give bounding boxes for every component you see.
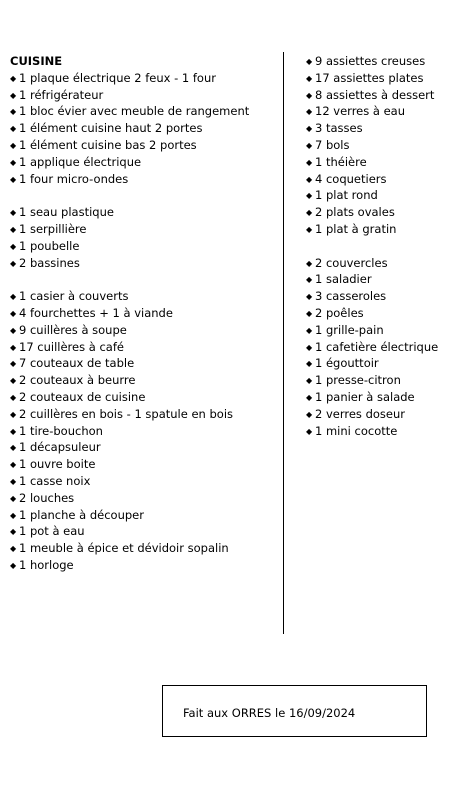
left-item-groups [10,70,280,574]
list-item [10,507,280,524]
bullet-icon: ◆ [10,510,17,520]
column-divider [283,52,284,634]
bullet-icon: ◆ [10,90,17,100]
bullet-icon: ◆ [10,140,17,150]
list-item [10,439,280,456]
signature-box [162,685,427,737]
list-item-text: 2 plats ovales [315,205,395,220]
bullet-icon: ◆ [10,124,17,134]
list-item [10,255,280,272]
list-item-text: 1 mini cocotte [315,423,398,438]
list-item [306,288,471,305]
list-item-text: 1 serpillière [19,221,87,236]
list-item [10,389,280,406]
list-item [10,238,280,255]
bullet-icon: ◆ [10,224,17,234]
list-item [10,339,280,356]
list-item [10,423,280,440]
list-item-text: 1 applique électrique [19,154,142,169]
bullet-icon: ◆ [10,359,17,369]
list-item [10,288,280,305]
list-item [306,305,471,322]
list-item-text: 1 grille-pain [315,322,384,337]
list-item [306,154,471,171]
list-item [10,490,280,507]
list-item-text: 8 assiettes à dessert [315,87,435,102]
bullet-icon: ◆ [10,107,17,117]
list-item-text: 1 élément cuisine haut 2 portes [19,121,203,136]
list-item [10,406,280,423]
list-item-text: 4 fourchettes + 1 à viande [19,305,173,320]
bullet-icon: ◆ [306,325,313,335]
list-item-text: 1 plat à gratin [315,221,397,236]
list-item [10,355,280,372]
bullet-icon: ◆ [10,325,17,335]
bullet-icon: ◆ [10,409,17,419]
bullet-icon: ◆ [306,292,313,302]
item-group [10,204,280,271]
section-heading: CUISINE [10,54,63,68]
bullet-icon: ◆ [10,241,17,251]
list-item-text: 1 four micro-ondes [19,171,129,186]
list-item [10,456,280,473]
list-item [10,540,280,557]
list-item [306,221,471,238]
list-item-text: 2 verres doseur [315,406,405,421]
list-item-text: 1 pot à eau [19,524,85,539]
list-item-text: 1 théière [315,154,367,169]
list-item [306,120,471,137]
list-item-text: 3 casseroles [315,289,387,304]
bullet-icon: ◆ [306,208,313,218]
bullet-icon: ◆ [306,342,313,352]
bullet-icon: ◆ [306,107,313,117]
bullet-icon: ◆ [10,342,17,352]
list-item [10,87,280,104]
bullet-icon: ◆ [306,57,313,66]
bullet-icon: ◆ [10,258,17,268]
right-column [306,53,471,456]
list-item [306,355,471,372]
bullet-icon: ◆ [306,409,313,419]
list-item-text: 7 couteaux de table [19,356,135,371]
left-column [10,53,280,591]
list-item-text: 2 couteaux à beurre [19,373,136,388]
item-group [306,53,471,238]
list-item [306,255,471,272]
list-item [306,271,471,288]
bullet-icon: ◆ [306,392,313,402]
list-item [306,339,471,356]
bullet-icon: ◆ [10,157,17,167]
list-item [10,103,280,120]
bullet-icon: ◆ [10,174,17,184]
list-item [306,187,471,204]
list-item-text: 1 seau plastique [19,205,114,220]
bullet-icon: ◆ [306,90,313,100]
list-item-text: 1 élément cuisine bas 2 portes [19,137,197,152]
bullet-icon: ◆ [10,493,17,503]
bullet-icon: ◆ [10,460,17,470]
list-item-text: 1 bloc évier avec meuble de rangement [19,104,250,119]
bullet-icon: ◆ [306,376,313,386]
bullet-icon: ◆ [10,208,17,218]
bullet-icon: ◆ [306,157,313,167]
list-item-text: 9 cuillères à soupe [19,322,127,337]
list-item [10,305,280,322]
list-item-text: 1 meuble à épice et dévidoir sopalin [19,541,229,556]
bullet-icon: ◆ [306,275,313,285]
bullet-icon: ◆ [10,476,17,486]
list-item-text: 1 égouttoir [315,356,379,371]
bullet-icon: ◆ [306,124,313,134]
list-item-text: 1 planche à découper [19,507,144,522]
bullet-icon: ◆ [306,73,313,83]
bullet-icon: ◆ [306,174,313,184]
bullet-icon: ◆ [10,560,17,570]
list-item-text: 1 ouvre boite [19,457,96,472]
bullet-icon: ◆ [10,376,17,386]
bullet-icon: ◆ [306,191,313,201]
list-item-text: 2 cuillères en bois - 1 spatule en bois [19,406,234,421]
right-item-groups [306,53,471,439]
list-item-text: 2 bassines [19,255,80,270]
list-item-text: 1 tire-bouchon [19,423,103,438]
bullet-icon: ◆ [306,359,313,369]
list-item-text: 3 tasses [315,121,363,136]
list-item-text: 2 couvercles [315,255,388,270]
list-item-text: 4 coquetiers [315,171,387,186]
list-item [306,322,471,339]
list-item [306,137,471,154]
list-item [306,87,471,104]
list-item [10,120,280,137]
list-item-text: 1 réfrigérateur [19,87,104,102]
list-item-text: 7 bols [315,137,350,152]
list-item-text: 1 décapsuleur [19,440,101,455]
bullet-icon: ◆ [306,308,313,318]
bullet-icon: ◆ [10,292,17,302]
list-item-text: 1 horloge [19,557,74,572]
list-item [306,389,471,406]
list-item [306,171,471,188]
item-group [306,255,471,440]
item-group [10,288,280,574]
bullet-icon: ◆ [306,224,313,234]
list-item [10,137,280,154]
list-item-text: 1 casier à couverts [19,289,129,304]
item-group [10,70,280,188]
bullet-icon: ◆ [10,443,17,453]
list-item [10,221,280,238]
list-item-text: 2 couteaux de cuisine [19,389,146,404]
list-item-text: 1 poubelle [19,238,80,253]
bullet-icon: ◆ [10,308,17,318]
list-item [10,523,280,540]
list-item-text: 2 poêles [315,305,364,320]
bullet-icon: ◆ [306,426,313,436]
list-item-text: 1 panier à salade [315,389,415,404]
list-item [306,372,471,389]
list-item-text: 2 louches [19,490,75,505]
list-item [306,70,471,87]
list-item [306,53,471,70]
list-item [306,204,471,221]
list-item-text: 1 presse-citron [315,373,401,388]
bullet-icon: ◆ [10,527,17,537]
list-item [10,70,280,87]
bullet-icon: ◆ [10,73,17,83]
list-item [306,423,471,440]
list-item-text: 12 verres à eau [315,104,406,119]
bullet-icon: ◆ [10,392,17,402]
list-item [306,103,471,120]
list-item [10,171,280,188]
list-item-text: 17 cuillères à café [19,339,124,354]
list-item-text: 1 cafetière électrique [315,339,439,354]
bullet-icon: ◆ [10,544,17,554]
list-item-text: 9 assiettes creuses [315,54,426,68]
list-item [10,473,280,490]
list-item [10,372,280,389]
bullet-icon: ◆ [306,140,313,150]
bullet-icon: ◆ [306,258,313,268]
list-item [10,154,280,171]
list-item-text: 1 plaque électrique 2 feux - 1 four [19,70,216,85]
list-item-text: 1 casse noix [19,473,91,488]
list-item [10,322,280,339]
list-item-text: 17 assiettes plates [315,70,424,85]
list-item-text: 1 saladier [315,272,372,287]
list-item [10,204,280,221]
list-item [10,557,280,574]
list-item-text: 1 plat rond [315,188,378,203]
list-item [306,406,471,423]
footer-date-text: Fait aux ORRES le 16/09/2024 [183,706,356,720]
bullet-icon: ◆ [10,426,17,436]
